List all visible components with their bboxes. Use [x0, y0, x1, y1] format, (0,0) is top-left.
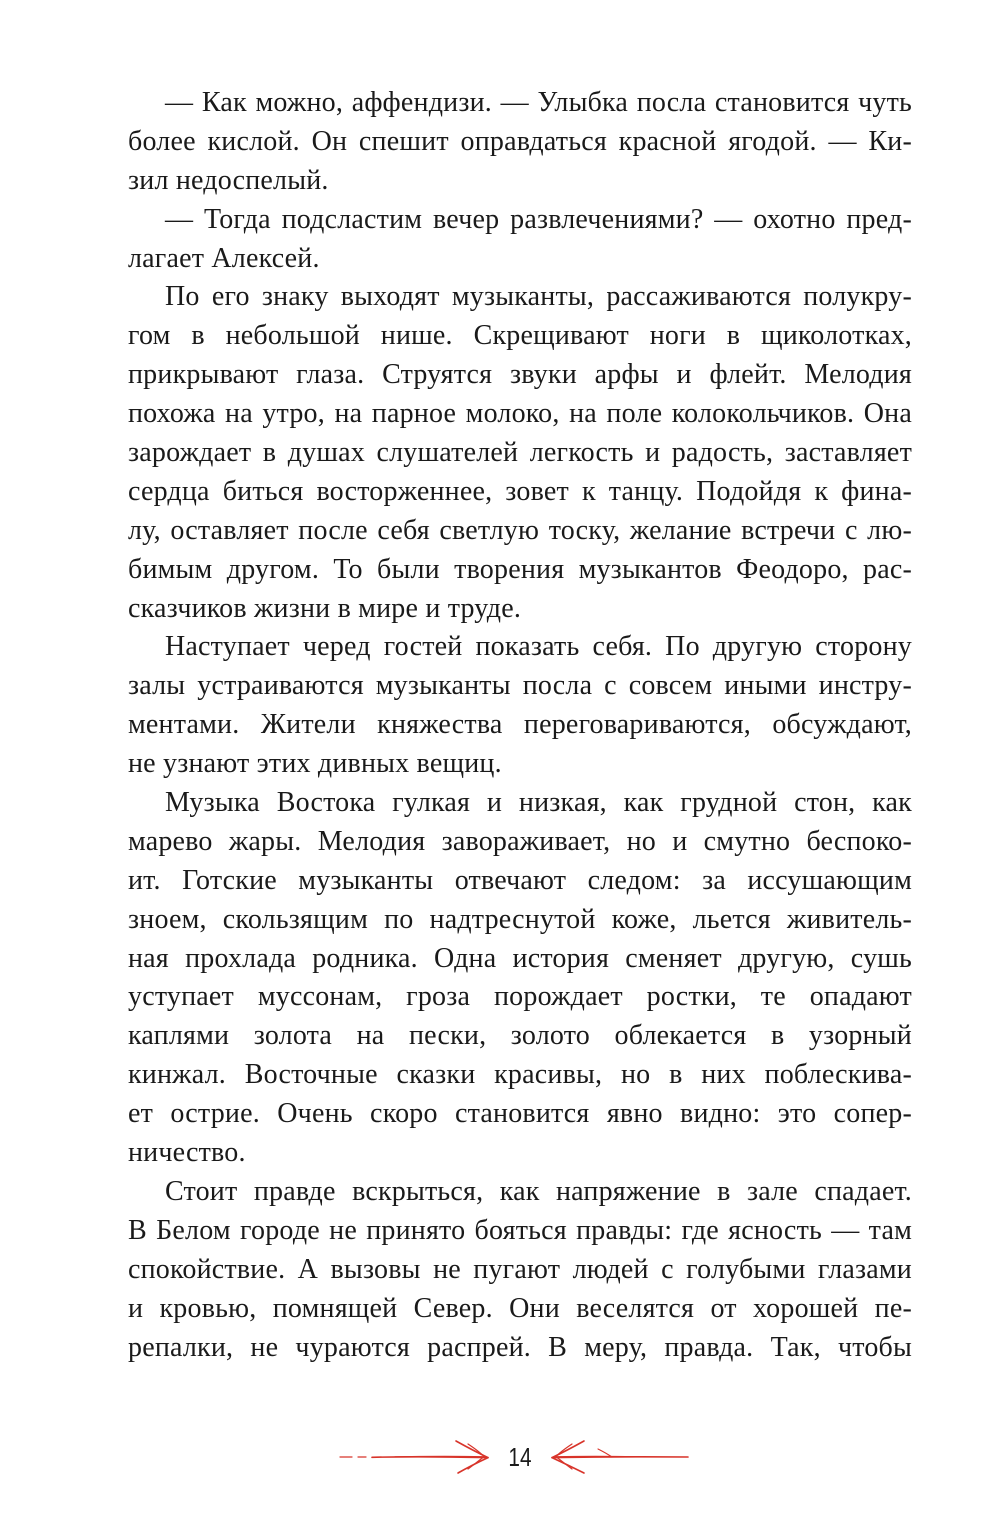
text-line: прикрывают глаза. Струятся звуки арфы и флейт. Мелодия — [128, 359, 912, 391]
text-line: залы устраиваются музыканты посла с совсем иными инстру- — [128, 670, 912, 702]
page-number: 14 — [508, 1442, 532, 1472]
text-line: уступает муссонам, гроза порождает ростки, те опадают — [128, 981, 912, 1013]
text-line: Музыка Востока гулкая и низкая, как грудной стон, как — [165, 787, 912, 819]
text-line: более кислой. Он спешит оправдаться красной ягодой. — Ки- — [128, 125, 912, 157]
text-line: зил недоспелый. — [128, 164, 329, 196]
arrow-right-icon — [340, 1441, 488, 1473]
text-line: спокойствие. А вызовы не пугают людей с голубыми глазами — [128, 1253, 912, 1285]
text-line: ит. Готские музыканты отвечают следом: за иссушающим — [128, 864, 912, 896]
text-line: сказчиков жизни в мире и труде. — [128, 592, 522, 624]
arrow-left-icon — [552, 1441, 688, 1473]
text-line: каплями золота на пески, золото облекается в узорный — [128, 1020, 912, 1052]
text-line: сердца биться восторженнее, зовет к танцу. Подойдя к фина- — [128, 475, 912, 507]
page-footer — [0, 1435, 1000, 1485]
text-line: похожа на утро, на парное молоко, на поле колокольчиков. Она — [128, 398, 912, 430]
text-line: — Тогда подсластим вечер развлечениями? — охотно пред- — [165, 203, 912, 235]
text-line: бимым другом. То были творения музыкантов Феодоро, рас- — [128, 553, 912, 585]
text-line: В Белом городе не принято бояться правды: где ясность — там — [128, 1214, 912, 1246]
text-line: — Как можно, аффендизи. — Улыбка посла становится чуть — [165, 87, 912, 118]
text-line: репалки, не чураются распрей. В меру, правда. Так, чтобы — [128, 1331, 912, 1363]
text-line: зарождает в душах слушателей легкость и радость, заставляет — [128, 437, 912, 469]
text-line: лу, оставляет после себя светлую тоску, желание встречи с лю- — [128, 514, 912, 546]
text-line: ничество. — [128, 1137, 246, 1169]
text-line: ментами. Жители княжества переговариваются, обсуждают, — [128, 709, 912, 741]
text-line: Наступает черед гостей показать себя. По другую сторону — [165, 631, 912, 663]
text-line: и кровью, помнящей Север. Они веселятся от хорошей пе- — [128, 1292, 912, 1324]
text-line: не узнают этих дивных вещиц. — [128, 748, 502, 780]
text-line: Стоит правде вскрыться, как напряжение в зале спадает. — [165, 1175, 912, 1207]
text-line: лагает Алексей. — [128, 242, 320, 274]
text-line: кинжал. Восточные сказки красивы, но в них поблескива- — [128, 1059, 912, 1091]
text-line: ная прохлада родника. Одна история сменяет другую, сушь — [128, 942, 912, 974]
text-line: гом в небольшой нише. Скрещивают ноги в щиколотках, — [128, 320, 912, 352]
page-text — [128, 84, 912, 1367]
text-line: ет острие. Очень скоро становится явно видно: это сопер- — [128, 1098, 912, 1130]
text-line: марево жары. Мелодия завораживает, но и смутно беспоко- — [128, 825, 912, 857]
text-line: По его знаку выходят музыканты, рассаживаются полукру- — [165, 281, 912, 313]
text-line: зноем, скользящим по надтреснутой коже, льется живитель- — [128, 903, 912, 935]
